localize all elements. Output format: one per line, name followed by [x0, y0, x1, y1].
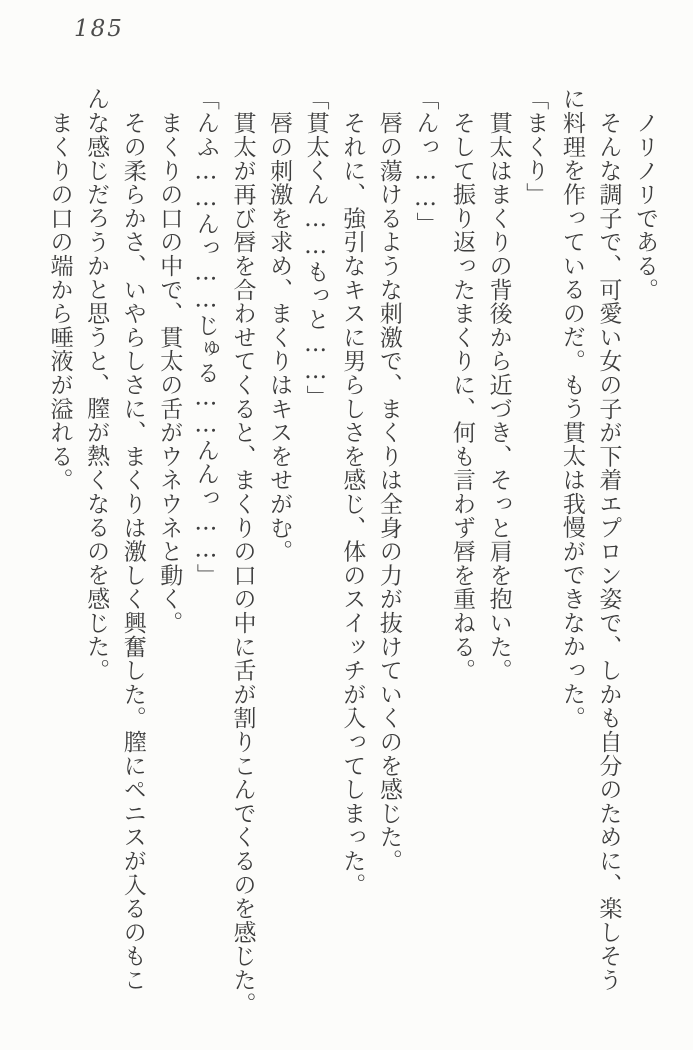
text-column: 「んっ……」	[412, 87, 439, 236]
text-column: 「まくり」	[522, 87, 549, 206]
text-column: ノリノリである。	[632, 111, 658, 302]
text-column: 「貫太くん……もっと……」	[302, 87, 329, 409]
text-column: に料理を作っているのだ。もう貫太は我慢ができなかった。	[558, 87, 585, 730]
page-number: 185	[74, 16, 124, 42]
vertical-text-area	[41, 87, 663, 1016]
text-column: 唇の蕩けるような刺激で、まくりは全身の力が抜けていくのを感じた。	[375, 111, 402, 873]
text-column: まくりの口の中で、貫太の舌がウネウネと動く。	[156, 111, 183, 635]
text-column: んな感じだろうかと思うと、膣が熱くなるのを感じた。	[83, 87, 110, 682]
text-column: まくりの口の端から唾液が溢れる。	[46, 111, 73, 492]
text-column: そして振り返ったまくりに、何も言わず唇を重ねる。	[449, 111, 476, 683]
text-column: それに、強引なキスに男らしさを感じ、体のスイッチが入ってしまった。	[339, 111, 366, 897]
text-column: 貫太が再び唇を合わせてくると、まくりの口の中に舌が割りこんでくるのを感じた。	[229, 111, 256, 1016]
text-column: その柔らかさ、いやらしさに、まくりは激しく興奮した。膣にペニスが入るのもこ	[119, 111, 146, 992]
text-column: 貫太はまくりの背後から近づき、そっと肩を抱いた。	[485, 111, 512, 683]
text-column: そんな調子で、可愛い女の子が下着エプロン姿で、しかも自分のために、楽しそう	[595, 111, 622, 992]
text-column: 「んふ……んっ……じゅる……んんっ……」	[192, 87, 219, 587]
text-column: 唇の刺激を求め、まくりはキスをせがむ。	[266, 111, 293, 564]
